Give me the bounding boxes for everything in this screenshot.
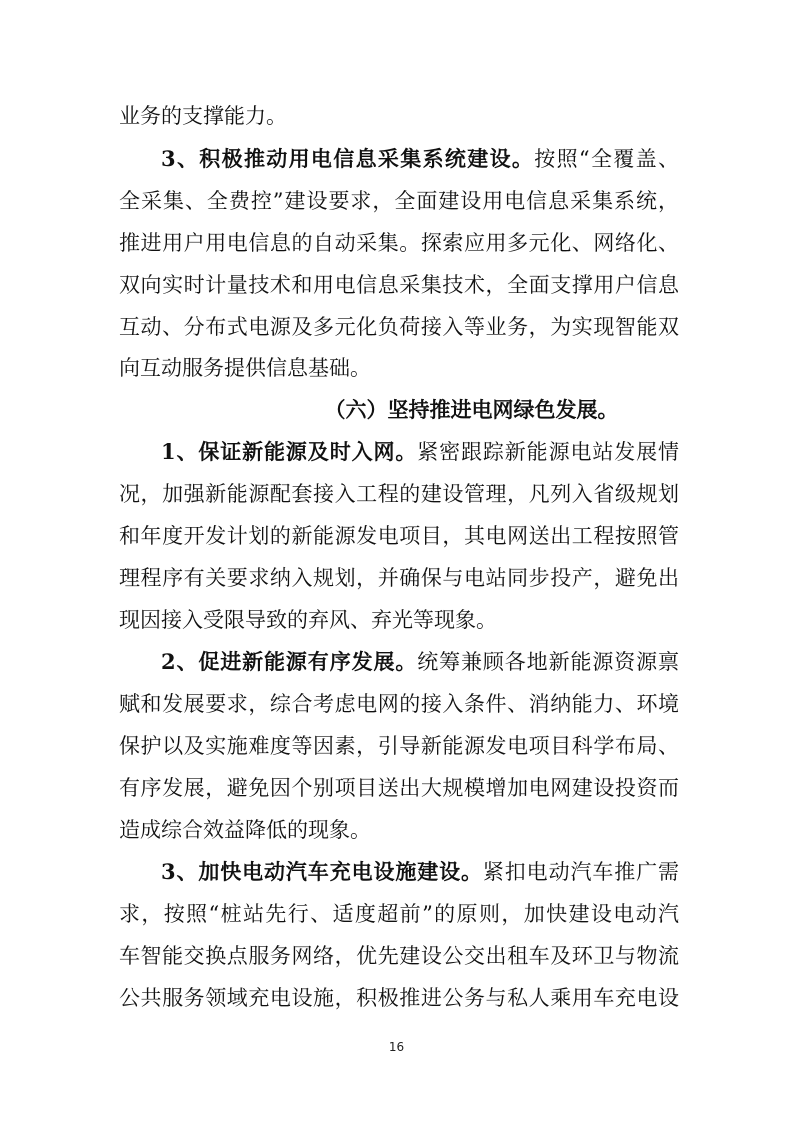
item-heading: 3、积极推动用电信息采集系统建设。 (161, 146, 535, 171)
body-line (119, 684, 679, 724)
body-line (119, 726, 679, 766)
heading-line (161, 432, 679, 472)
line-text: 车智能交换点服务网络，优先建设公交出租车及环卫与物流 (119, 944, 679, 968)
line-text: 业务的支撑能力。 (119, 104, 287, 128)
line-text: 统筹兼顾各地新能源资源禀 (417, 650, 679, 674)
body-line (119, 307, 679, 347)
body-line (119, 265, 679, 305)
page-number: 16 (388, 1040, 405, 1054)
item-heading: 1、保证新能源及时入网。 (161, 439, 418, 464)
line-text: 有序发展，避免因个别项目送出大规模增加电网建设投资而 (119, 776, 679, 800)
body-line (119, 600, 679, 640)
line-text: 况，加强新能源配套接入工程的建设管理，凡列入省级规划 (119, 482, 679, 506)
line-text: 和年度开发计划的新能源发电项目，其电网送出工程按照管 (119, 524, 679, 548)
heading-line (161, 139, 679, 179)
line-text: 保护以及实施难度等因素，引导新能源发电项目科学布局、 (119, 734, 679, 758)
line-text: 赋和发展要求，综合考虑电网的接入条件、消纳能力、环境 (119, 692, 679, 716)
line-text: 按照“全覆盖、 (534, 147, 679, 171)
body-line (119, 978, 679, 1018)
item-heading: 2、促进新能源有序发展。 (161, 649, 418, 674)
body-line (119, 181, 679, 221)
line-text: 公共服务领域充电设施，积极推进公务与私人乘用车充电设 (119, 986, 679, 1010)
body-line (119, 516, 679, 556)
body-line (119, 223, 679, 263)
section-heading (0, 390, 793, 430)
body-line (119, 558, 679, 598)
line-text: 推进用户用电信息的自动采集。探索应用多元化、网络化、 (119, 231, 679, 255)
body-line (119, 96, 679, 136)
body-line (119, 894, 679, 934)
item-heading: 3、加快电动汽车充电设施建设。 (161, 859, 483, 884)
line-text: 全采集、全费控”建设要求，全面建设用电信息采集系统， (119, 189, 679, 213)
line-text: 互动、分布式电源及多元化负荷接入等业务，为实现智能双 (119, 315, 679, 339)
line-text: 理程序有关要求纳入规划，并确保与电站同步投产，避免出 (119, 566, 679, 590)
body-line (119, 474, 679, 514)
line-text: 紧扣电动汽车推广需 (482, 860, 679, 884)
body-line (119, 936, 679, 976)
line-text: 双向实时计量技术和用电信息采集技术，全面支撑用户信息 (119, 273, 679, 297)
section-title: （六）坚持推进电网绿色发展。 (324, 397, 619, 422)
line-text: 紧密跟踪新能源电站发展情 (417, 440, 679, 464)
heading-line (161, 642, 679, 682)
heading-line (161, 852, 679, 892)
body-line (119, 348, 679, 388)
body-line (119, 768, 679, 808)
line-text: 求，按照“桩站先行、适度超前”的原则，加快建设电动汽 (119, 902, 679, 926)
line-text: 造成综合效益降低的现象。 (119, 818, 371, 842)
line-text: 向互动服务提供信息基础。 (119, 356, 371, 380)
body-line (119, 810, 679, 850)
line-text: 现因接入受限导致的弃风、弃光等现象。 (119, 608, 497, 632)
